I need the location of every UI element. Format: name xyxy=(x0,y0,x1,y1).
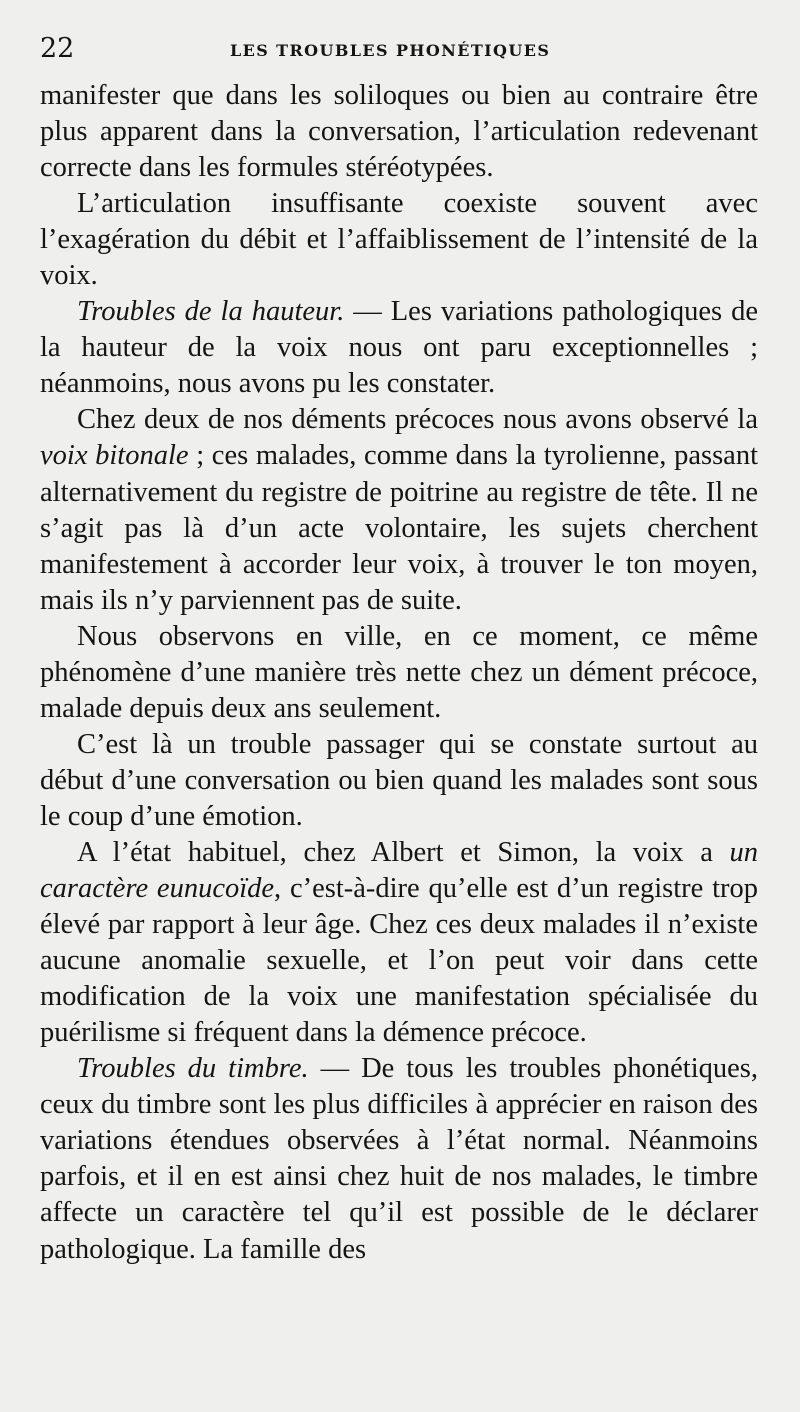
paragraph xyxy=(40,835,758,1051)
italic-phrase: Troubles de la hauteur. xyxy=(77,296,345,328)
paragraph xyxy=(40,186,758,294)
page-header xyxy=(40,34,760,78)
paragraph xyxy=(40,294,758,402)
paragraph xyxy=(40,619,758,727)
text-run: Chez deux de nos déments précoces nous avons observé la xyxy=(77,404,758,436)
text-run: manifester que dans les soliloques ou bien au contraire être plus apparent dans la conversation, l’articulation redevenant correcte dans les formules stéréotypées. xyxy=(40,80,758,184)
paragraph xyxy=(40,402,758,618)
text-run: ; ces malades, comme dans la tyrolienne, passant alternativement du registre de poitrine au registre de tête. Il ne s’agit pas là d’un acte volontaire, les sujets cherchent manifestement à accorder leur voix, à trouver le ton moyen, mais ils n’y parviennent pas de suite. xyxy=(40,440,758,616)
italic-phrase: Troubles du timbre. xyxy=(77,1053,309,1085)
paragraph xyxy=(40,727,758,835)
text-run: A l’état habituel, chez Albert et Simon, la voix a xyxy=(77,836,730,868)
text-run: Nous observons en ville, en ce moment, ce même phénomène d’une manière très nette chez un dément précoce, malade depuis deux ans seulement. xyxy=(40,620,758,724)
italic-phrase: voix bitonale xyxy=(40,440,189,472)
text-run: — Les variations pathologiques de la hauteur de la voix nous ont paru exceptionnelles ; néanmoins, nous avons pu les constater. xyxy=(40,296,758,400)
text-run: C’est là un trouble passager qui se constate surtout au début d’une conversation ou bien quand les malades sont sous le coup d’une émotion. xyxy=(40,728,758,832)
text-run: , c’est-à-dire qu’elle est d’un registre trop élevé par rapport à leur âge. Chez ces deux malades il n’existe aucune anomalie sexuelle, et l’on peut voir dans cette modification de la voix une manifestation spécialisée du puérilisme si fréquent dans la démence précoce. xyxy=(40,873,758,1049)
page-number: 22 xyxy=(40,33,75,64)
paragraph xyxy=(40,1051,758,1267)
text-run: — De tous les troubles phonétiques, ceux du timbre sont les plus difficiles à apprécier en raison des variations étendues observées à l’état normal. Néanmoins parfois, et il en est ainsi chez huit de nos malades, le timbre affecte un caractère tel qu’il est possible de le déclarer pathologique. La famille des xyxy=(40,1053,758,1265)
running-title: LES TROUBLES PHONÉTIQUES xyxy=(230,41,551,60)
text-run: L’articulation insuffisante coexiste souvent avec l’exagération du débit et l’affaiblissement de l’intensité de la voix. xyxy=(40,188,758,292)
paragraph xyxy=(40,78,758,186)
body-text xyxy=(40,78,758,1268)
italic-phrase: un caractère eunucoïde xyxy=(40,836,758,905)
